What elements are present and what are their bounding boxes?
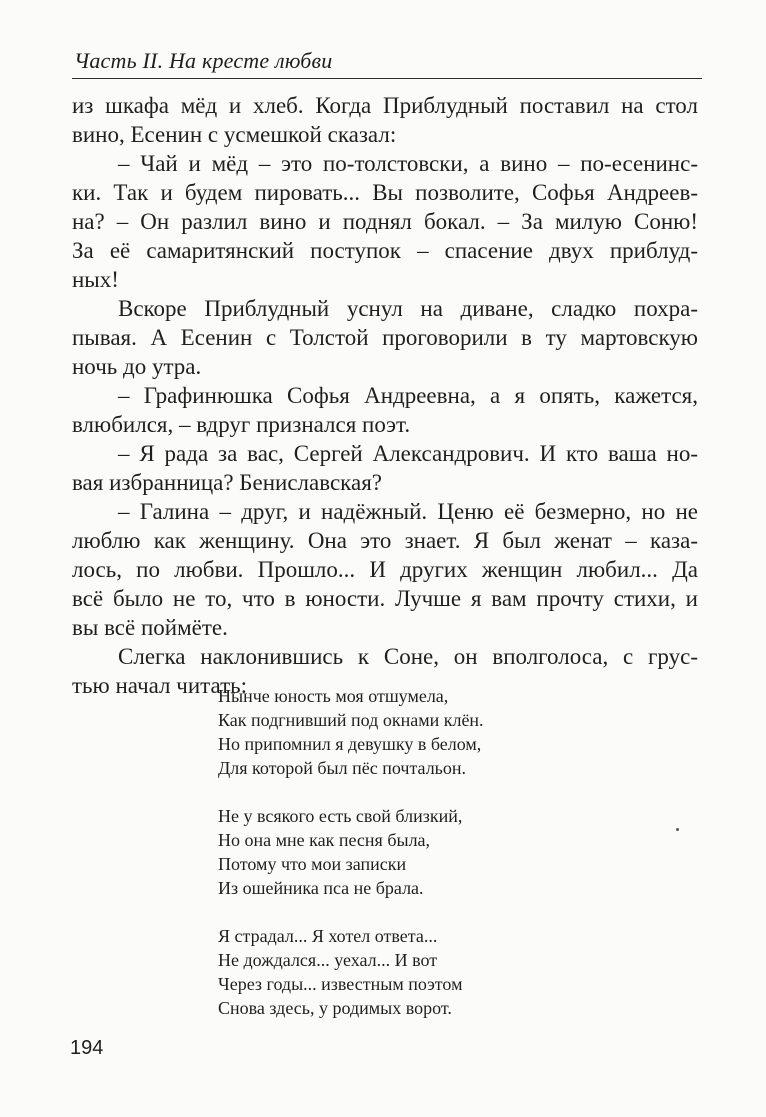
running-title: Часть II. На кресте любви [74, 48, 333, 73]
text-line: вы всё поймёте. [72, 615, 228, 640]
running-head [72, 40, 702, 80]
text-line: лось, по любви. Прошло... И других женщин любил... Да [72, 557, 698, 582]
text-line: из шкафа мёд и хлеб. Когда Приблудный поставил на стол [72, 93, 698, 118]
text-line: вино, Есенин с усмешкой сказал: [72, 122, 397, 147]
text-line: на? – Он разлил вино и поднял бокал. – За милую Соню! [72, 209, 698, 234]
page-number: 194 [70, 1037, 104, 1059]
poem-line: Для которой был пёс почтальон. [218, 758, 467, 778]
poem [218, 684, 548, 1020]
stanza-break [218, 900, 548, 924]
text-line: Слегка наклонившись к Соне, он вполголоса, с грус- [118, 644, 698, 669]
poem-line: Но она мне как песня была, [218, 830, 431, 850]
text-line: Вскоре Приблудный уснул на диване, сладко похра- [118, 296, 698, 321]
poem-line: Не у всякого есть свой близкий, [218, 806, 463, 826]
text-line: всё было не то, что в юности. Лучше я вам прочту стихи, и [72, 586, 698, 611]
text-line: люблю как женщину. Она это знает. Я был женат – каза- [72, 528, 698, 553]
poem-line: Как подгнивший под окнами клён. [218, 710, 484, 730]
print-speck [676, 828, 679, 831]
header-rule [72, 78, 702, 79]
text-line: влюбился, – вдруг признался поэт. [72, 412, 411, 437]
stanza-break [218, 780, 548, 804]
poem-line: Но припомнил я девушку в белом, [218, 734, 482, 754]
text-line: ки. Так и будем пировать... Вы позволите, Софья Андреев- [72, 180, 698, 205]
text-line: пывая. А Есенин с Толстой проговорили в ту мартовскую [72, 325, 698, 350]
text-line: – Чай и мёд – это по-толстовски, а вино – по-есенинс- [118, 151, 698, 176]
text-line: тью начал читать: [72, 673, 248, 698]
text-line: – Графинюшка Софья Андреевна, а я опять, кажется, [118, 383, 698, 408]
poem-line: Через годы... известным поэтом [218, 974, 463, 994]
text-line: – Галина – друг, и надёжный. Ценю её безмерно, но не [118, 499, 698, 524]
text-line: ных! [72, 267, 119, 292]
poem-line: Нынче юность моя отшумела, [218, 686, 449, 706]
poem-line: Потому что мои записки [218, 854, 407, 874]
text-line: – Я рада за вас, Сергей Александрович. И кто ваша но- [118, 441, 698, 466]
poem-line: Из ошейника пса не брала. [218, 878, 424, 898]
text-line: вая избранница? Бениславская? [72, 470, 382, 495]
text-line: За её самаритянский поступок – спасение двух приблуд- [72, 238, 698, 263]
poem-line: Снова здесь, у родимых ворот. [218, 998, 452, 1018]
prose-block [72, 91, 698, 700]
text-line: ночь до утра. [72, 354, 202, 379]
poem-line: Не дождался... уехал... И вот [218, 950, 438, 970]
poem-line: Я страдал... Я хотел ответа... [218, 926, 438, 946]
